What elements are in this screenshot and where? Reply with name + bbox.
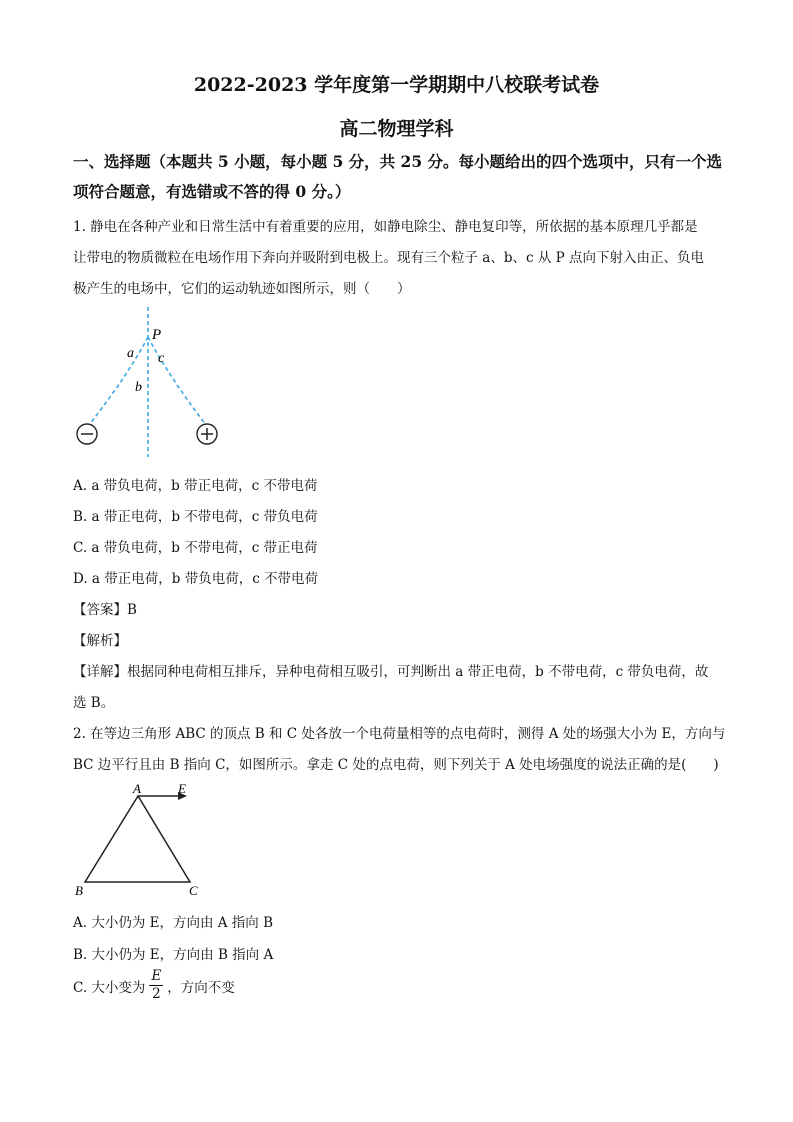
q1-text-line2: 让带电的物质微粒在电场作用下奔向并吸附到电极上。现有三个粒子 a、b、c 从 P 点向下射入由正、负电 bbox=[73, 250, 704, 266]
label-vertex-b: B bbox=[75, 883, 83, 898]
q2-option-c-prefix: C. 大小变为 bbox=[73, 979, 146, 996]
q2-text-line2: BC 边平行且由 B 指向 C，如图所示。拿走 C 处的点电荷，则下列关于 A 处电场强度的说法正确的是( ) bbox=[73, 757, 719, 773]
q2-option-c bbox=[73, 968, 235, 1003]
label-c: c bbox=[158, 351, 165, 366]
q1-option-b: B. a 带正电荷，b 不带电荷，c 带负电荷 bbox=[73, 509, 318, 525]
q1-answer: 【答案】B bbox=[73, 602, 137, 618]
label-b: b bbox=[135, 380, 142, 395]
trajectory-c bbox=[148, 337, 206, 425]
q1-text-line1: 1. 静电在各种产业和日常生活中有着重要的应用，如静电除尘、静电复印等，所依据的基本原理几乎都是 bbox=[73, 219, 698, 235]
q2-option-c-suffix: ，方向不变 bbox=[167, 979, 235, 996]
section-heading-line2: 项符合题意，有选错或不答的得 0 分。） bbox=[73, 182, 351, 201]
q2-option-b: B. 大小仍为 E，方向由 B 指向 A bbox=[73, 947, 274, 963]
q1-option-d: D. a 带正电荷，b 带负电荷，c 不带电荷 bbox=[73, 571, 319, 587]
q1-option-a: A. a 带负电荷，b 带正电荷，c 不带电荷 bbox=[73, 478, 318, 494]
label-vertex-a: A bbox=[133, 782, 141, 796]
fraction-denominator: 2 bbox=[152, 986, 161, 1002]
q1-detail-line2: 选 B。 bbox=[73, 695, 115, 711]
q1-analysis-tag: 【解析】 bbox=[73, 633, 127, 649]
fraction-e-over-2 bbox=[149, 968, 163, 1003]
q2-triangle-figure bbox=[70, 782, 210, 900]
exam-title: 2022-2023 学年度第一学期期中八校联考试卷 bbox=[193, 74, 600, 96]
q1-text-line3: 极产生的电场中，它们的运动轨迹如图所示，则（ ） bbox=[73, 281, 411, 297]
label-field-e: E bbox=[178, 782, 186, 796]
fraction-numerator: E bbox=[151, 968, 162, 984]
q1-trajectory-figure bbox=[70, 305, 230, 460]
q1-option-c: C. a 带负电荷，b 不带电荷，c 带正电荷 bbox=[73, 540, 318, 556]
q2-option-a: A. 大小仍为 E，方向由 A 指向 B bbox=[73, 915, 274, 931]
triangle-abc bbox=[85, 796, 190, 882]
label-vertex-c: C bbox=[189, 883, 198, 898]
label-p: P bbox=[152, 327, 162, 343]
q1-detail-line1: 【详解】根据同种电荷相互排斥，异种电荷相互吸引，可判断出 a 带正电荷，b 不带电荷，c 带负电荷，故 bbox=[73, 664, 709, 680]
section-heading-line1: 一、选择题（本题共 5 小题，每小题 5 分，共 25 分。每小题给出的四个选项中，只有一个选 bbox=[73, 152, 723, 171]
q2-text-line1: 2. 在等边三角形 ABC 的顶点 B 和 C 处各放一个电荷量相等的点电荷时，测得 A 处的场强大小为 E，方向与 bbox=[73, 726, 726, 742]
label-a: a bbox=[127, 346, 134, 361]
exam-subtitle: 高二物理学科 bbox=[339, 118, 454, 140]
